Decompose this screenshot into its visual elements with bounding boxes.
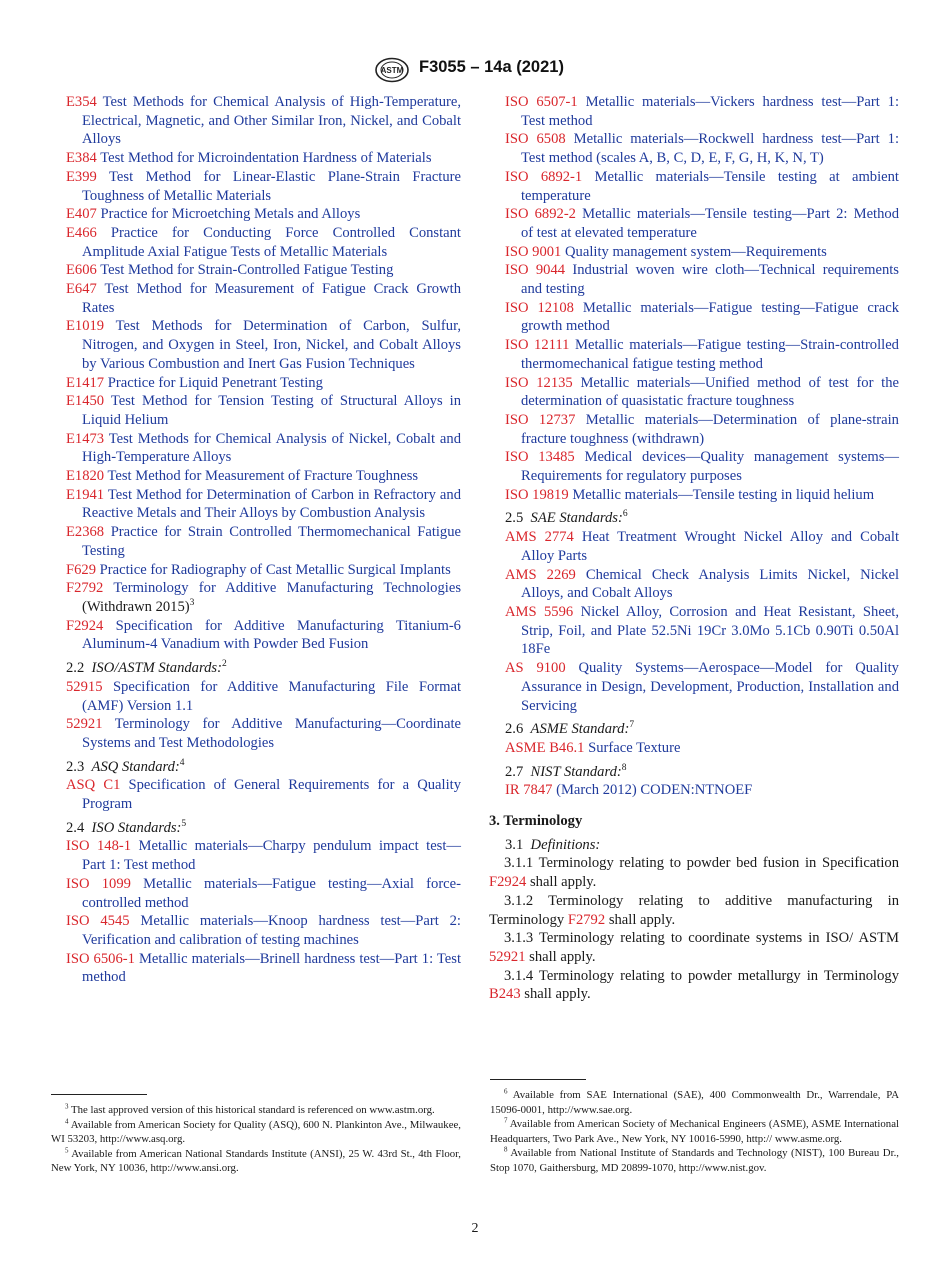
footnote-marker: 8: [621, 762, 627, 773]
footnote-text: Available from SAE International (SAE), 400 Commonwealth Dr., Warrendale, PA 15096-0001, http://www.sae.org.: [490, 1089, 899, 1116]
reference-code[interactable]: E384: [66, 150, 97, 167]
reference-item: [505, 566, 899, 603]
footnote: [51, 1147, 461, 1176]
reference-code[interactable]: E354: [66, 94, 97, 110]
footnote: [490, 1117, 899, 1146]
reference-code[interactable]: ISO 6892-2: [505, 206, 576, 223]
reference-item: [66, 317, 461, 373]
reference-code[interactable]: E399: [66, 168, 97, 185]
reference-code[interactable]: ISO 148-1: [66, 838, 132, 855]
reference-title[interactable]: Quality management system—Requirements: [565, 243, 827, 260]
reference-title[interactable]: Metallic materials—Vickers hardness test—Part 1: Test method: [521, 94, 899, 129]
footnote: [490, 1146, 899, 1175]
subsection-2-2: [66, 659, 461, 678]
asme-references-list: [505, 739, 899, 758]
reference-title[interactable]: Practice for Strain Controlled Thermomechanical Fatigue Testing: [82, 524, 461, 559]
astm-references-list: [66, 93, 461, 579]
reference-title[interactable]: Terminology for Additive Manufacturing Technologies: [113, 580, 461, 597]
reference-item: [505, 781, 899, 800]
reference-title[interactable]: Practice for Conducting Force Controlled Constant Amplitude Axial Fatigue Tests of Metallic Materials: [82, 224, 461, 260]
reference-title[interactable]: Metallic materials—Tensile testing—Part 2: Method of test at elevated temperature: [521, 206, 899, 241]
reference-f2792: [66, 579, 461, 616]
subsection-label: ISO/ASTM Standards:: [91, 660, 222, 677]
reference-title[interactable]: Specification for Additive Manufacturing Titanium-6 Aluminum-4 Vanadium with Powder Bed Fusion: [82, 617, 461, 653]
reference-title[interactable]: (March 2012) CODEN:NTNOEF: [556, 782, 753, 799]
nist-references-list: [505, 781, 899, 800]
reference-item: [66, 205, 461, 224]
footnote-marker: 2: [221, 659, 227, 670]
reference-item: [505, 448, 899, 485]
reference-item: [505, 205, 899, 242]
reference-title[interactable]: Metallic materials—Tensile testing in liquid helium: [572, 486, 875, 503]
footnote-number: 4: [65, 1117, 69, 1125]
reference-code[interactable]: F629: [66, 561, 97, 578]
reference-code[interactable]: ISO 6892-1: [505, 168, 583, 185]
reference-code[interactable]: ISO 12135: [505, 374, 573, 391]
subsection-number: 2.4: [66, 819, 85, 836]
paragraph-text: shall apply.: [608, 911, 676, 928]
footnote-number: 7: [504, 1116, 508, 1125]
reference-item: [66, 280, 461, 317]
reference-title[interactable]: Metallic materials—Knoop hardness test—Part 2: Verification and calibration of testing machines: [82, 913, 461, 948]
reference-code[interactable]: 52915: [66, 678, 103, 695]
reference-item: [66, 561, 461, 580]
reference-title[interactable]: Test Methods for Chemical Analysis of High-Temperature, Electrical, Magnetic, and Other Similar Iron, Nickel, and Cobalt Alloys: [82, 94, 461, 148]
reference-item: [66, 430, 461, 467]
footnote-marker: 4: [179, 757, 185, 768]
reference-item: [505, 299, 899, 336]
reference-code[interactable]: E466: [66, 224, 97, 241]
reference-link[interactable]: F2792: [567, 911, 606, 928]
subsection-label: NIST Standard:: [530, 763, 622, 780]
reference-title[interactable]: Test Method for Linear-Elastic Plane-Strain Fracture Toughness of Metallic Materials: [82, 168, 461, 204]
reference-item: [505, 374, 899, 411]
reference-item: [66, 875, 461, 912]
footnote: [490, 1088, 899, 1117]
sae-references-list: [505, 528, 899, 715]
reference-code[interactable]: ASQ C1: [66, 777, 121, 794]
reference-item: [66, 678, 461, 715]
reference-item: [505, 243, 899, 262]
document-id: F3055 – 14a (2021): [419, 58, 564, 76]
reference-code[interactable]: ISO 1099: [66, 875, 131, 892]
reference-title[interactable]: Test Method for Measurement of Fracture Toughness: [107, 468, 419, 485]
reference-code[interactable]: E1450: [66, 393, 105, 410]
paragraph-text: shall apply.: [529, 948, 596, 965]
reference-item: [66, 912, 461, 949]
iso-astm-references-list: [66, 678, 461, 753]
reference-code[interactable]: AMS 5596: [505, 603, 574, 620]
reference-code[interactable]: F2924: [66, 617, 104, 634]
subsection-2-3: [66, 758, 461, 777]
reference-item: [66, 467, 461, 486]
reference-code[interactable]: F2792: [66, 580, 104, 597]
reference-code[interactable]: AS 9100: [505, 660, 566, 677]
reference-title[interactable]: Test Methods for Chemical Analysis of Nickel, Cobalt and High-Temperature Alloys: [82, 430, 461, 466]
reference-item: [505, 261, 899, 298]
reference-code[interactable]: E2368: [66, 524, 105, 541]
reference-title[interactable]: Medical devices—Quality management systems—Requirements for regulatory purposes: [521, 449, 899, 485]
footnote: [51, 1118, 461, 1147]
footnote-number: 6: [504, 1087, 508, 1096]
reference-item: [66, 837, 461, 874]
iso-references-list-continued: [505, 93, 899, 504]
reference-title[interactable]: Metallic materials—Fatigue testing—Fatigue crack growth method: [521, 299, 899, 335]
footnotes-right: [490, 1088, 899, 1176]
paragraph-text: 3.1.1 Terminology relating to powder bed fusion in Specification: [504, 855, 899, 872]
reference-code[interactable]: ISO 12737: [505, 411, 576, 428]
footnote-text: Available from American National Standards Institute (ANSI), 25 W. 43rd St., 4th Floor, New York, NY 10036, http://www.ansi.org.: [51, 1147, 461, 1175]
reference-code[interactable]: ISO 6507-1: [505, 94, 578, 110]
reference-item: [505, 528, 899, 565]
iso-references-list: [66, 837, 461, 987]
subsection-number: 2.5: [505, 510, 524, 527]
reference-item: [66, 168, 461, 205]
reference-code[interactable]: E1820: [66, 468, 105, 485]
asq-references-list: [66, 776, 461, 813]
paragraph-text: 3.1.3 Terminology relating to coordinate systems in ISO/ ASTM: [504, 930, 899, 947]
footnote-number: 8: [504, 1145, 508, 1154]
reference-code[interactable]: ISO 9001: [505, 243, 562, 260]
reference-title[interactable]: Test Method for Measurement of Fatigue Crack Growth Rates: [82, 281, 461, 316]
subsection-2-6: [505, 720, 899, 739]
reference-item: [505, 168, 899, 205]
page-number: 2: [471, 1221, 479, 1236]
right-column: [489, 93, 900, 1004]
footnote-rule-left: [51, 1094, 147, 1095]
reference-title[interactable]: Practice for Liquid Penetrant Testing: [107, 374, 323, 391]
reference-code[interactable]: ISO 13485: [505, 449, 575, 466]
paragraph-3-1-4: [489, 967, 899, 1004]
reference-item: [66, 523, 461, 560]
footnote-marker: 3: [189, 598, 195, 609]
reference-title[interactable]: Metallic materials—Tensile testing at ambient temperature: [521, 168, 899, 204]
footnote-marker: 6: [622, 509, 628, 520]
subsection-label: Definitions:: [530, 836, 601, 853]
reference-code[interactable]: E1417: [66, 374, 105, 391]
reference-item: [66, 224, 461, 261]
reference-item: [505, 411, 899, 448]
reference-title[interactable]: Metallic materials—Fatigue testing—Strain-controlled thermomechanical fatigue testing method: [521, 337, 899, 372]
reference-code[interactable]: IR 7847: [505, 782, 553, 799]
subsection-number: 2.3: [66, 758, 85, 775]
reference-code[interactable]: ISO 12108: [505, 299, 574, 316]
reference-code[interactable]: ASME B46.1: [505, 739, 585, 756]
reference-item: [66, 261, 461, 280]
reference-link[interactable]: B243: [489, 986, 521, 1003]
reference-title[interactable]: Test Method for Tension Testing of Structural Alloys in Liquid Helium: [82, 393, 461, 428]
footnote-number: 5: [65, 1146, 69, 1155]
reference-title[interactable]: Specification of General Requirements for a Quality Program: [82, 777, 461, 813]
left-column: [66, 93, 461, 987]
subsection-2-4: [66, 819, 461, 838]
reference-code[interactable]: ISO 19819: [505, 486, 569, 503]
paragraph-3-1-1: [489, 854, 899, 891]
paragraph-3-1-2: [489, 892, 899, 929]
reference-title[interactable]: Metallic materials—Fatigue testing—Axial force-controlled method: [82, 875, 461, 911]
reference-item: [505, 659, 899, 715]
subsection-3-1: [505, 836, 899, 855]
reference-title[interactable]: Metallic materials—Charpy pendulum impact test—Part 1: Test method: [82, 838, 461, 874]
reference-link[interactable]: 52921: [489, 948, 526, 965]
subsection-number: 2.2: [66, 660, 85, 677]
reference-title[interactable]: Heat Treatment Wrought Nickel Alloy and Cobalt Alloy Parts: [521, 529, 900, 564]
reference-title[interactable]: Practice for Radiography of Cast Metallic Surgical Implants: [99, 561, 451, 578]
reference-code[interactable]: E606: [66, 262, 97, 279]
reference-title[interactable]: Test Methods for Determination of Carbon, Sulfur, Nitrogen, and Oxygen in Steel, Iron, Nickel, and Cobalt Alloys by Various Combustion and Inert Gas Fusion Techniques: [82, 318, 461, 372]
paragraph-text: shall apply.: [529, 874, 597, 891]
reference-item: [66, 715, 461, 752]
reference-item: [66, 486, 461, 523]
reference-code[interactable]: E407: [66, 206, 97, 223]
reference-title[interactable]: Metallic materials—Rockwell hardness test—Part 1: Test method (scales A, B, C, D, E, F, G, H, K, N, T): [521, 131, 899, 167]
reference-title[interactable]: Nickel Alloy, Corrosion and Heat Resistant, Sheet, Strip, Foil, and Plate 52.5Ni 19Cr 3.0Mo 5.1Cb 0.90Ti 0.50Al 18Fe: [521, 603, 900, 658]
paragraph-text: 3.1.2 Terminology relating to additive manufacturing in Terminology: [489, 892, 899, 928]
reference-title[interactable]: Chemical Check Analysis Limits Nickel, Nickel Alloys, and Cobalt Alloys: [521, 566, 900, 602]
reference-code[interactable]: ISO 9044: [505, 262, 566, 279]
subsection-number: 2.6: [505, 721, 524, 738]
reference-title[interactable]: Terminology for Additive Manufacturing—Coordinate Systems and Test Methodologies: [82, 716, 461, 751]
footnote-text: Available from American Society for Quality (ASQ), 600 N. Plankinton Ave., Milwaukee, WI 53203, http://www.asq.org.: [51, 1118, 461, 1146]
subsection-2-7: [505, 763, 899, 782]
astm-logo-icon: [374, 57, 410, 83]
section-heading-terminology: 3. Terminology: [489, 813, 583, 830]
reference-item: [66, 950, 461, 987]
footnote-marker: 5: [181, 818, 187, 829]
reference-title[interactable]: Specification for Additive Manufacturing File Format (AMF) Version 1.1: [82, 678, 461, 714]
reference-item: [505, 486, 899, 505]
reference-title[interactable]: Practice for Microetching Metals and Alloys: [100, 206, 361, 223]
reference-code[interactable]: E1941: [66, 486, 105, 503]
reference-code[interactable]: E1473: [66, 430, 105, 447]
reference-item: [66, 776, 461, 813]
footnote: [51, 1103, 461, 1118]
reference-item: [505, 93, 899, 130]
paragraph-text: 3.1.4 Terminology relating to powder metallurgy in Terminology: [504, 967, 899, 984]
footnote-number: 3: [65, 1102, 69, 1111]
reference-code[interactable]: ISO 6508: [505, 131, 566, 148]
reference-code[interactable]: AMS 2269: [505, 566, 576, 583]
footnote-marker: 7: [629, 720, 635, 731]
reference-title[interactable]: Quality Systems—Aerospace—Model for Quality Assurance in Design, Development, Production, Installation and Servicing: [521, 660, 899, 714]
subsection-2-5: [505, 509, 899, 528]
reference-item: [505, 130, 899, 167]
reference-link[interactable]: F2924: [489, 874, 527, 891]
subsection-label: ASQ Standard:: [91, 758, 180, 775]
footnote-text: The last approved version of this historical standard is referenced on www.astm.org.: [71, 1104, 435, 1116]
reference-code[interactable]: 52921: [66, 716, 103, 733]
subsection-number: 3.1: [505, 836, 524, 853]
reference-code[interactable]: E647: [66, 281, 97, 298]
reference-title[interactable]: Test Method for Strain-Controlled Fatigue Testing: [100, 262, 394, 279]
reference-code[interactable]: AMS 2774: [505, 529, 574, 546]
reference-title[interactable]: Metallic materials—Unified method of test for the determination of quasistatic fracture toughness: [521, 374, 899, 410]
reference-title[interactable]: Surface Texture: [588, 739, 681, 756]
reference-title[interactable]: Metallic materials—Determination of plane-strain fracture toughness (withdrawn): [521, 411, 899, 447]
footnotes-left: [51, 1103, 461, 1176]
reference-item: [66, 374, 461, 393]
footnote-rule-right: [490, 1079, 586, 1080]
reference-code[interactable]: ISO 4545: [66, 913, 130, 930]
subsection-label: SAE Standards:: [530, 510, 623, 527]
reference-f2924: [66, 617, 461, 654]
footnote-text: Available from National Institute of Standards and Technology (NIST), 100 Bureau Dr., Stop 1070, Gaithersburg, MD 20899-1070, http://www.nist.gov.: [490, 1147, 899, 1174]
page-header: [0, 57, 950, 83]
reference-item: [505, 603, 899, 659]
reference-code[interactable]: E1019: [66, 318, 105, 335]
reference-item: [505, 336, 899, 373]
reference-title[interactable]: Metallic materials—Brinell hardness test—Part 1: Test method: [82, 950, 462, 986]
reference-title[interactable]: Industrial woven wire cloth—Technical requirements and testing: [521, 262, 899, 298]
svg-text:ASTM: ASTM: [380, 66, 404, 75]
reference-status: (Withdrawn 2015): [82, 598, 190, 615]
paragraph-3-1-3: [489, 929, 899, 966]
footnote-text: Available from American Society of Mechanical Engineers (ASME), ASME International Headquarters, Two Park Ave., New York, NY 10016-5990, http:// www.asme.org.: [490, 1118, 899, 1145]
subsection-number: 2.7: [505, 763, 524, 780]
subsection-label: ASME Standard:: [530, 721, 630, 738]
reference-code[interactable]: ISO 12111: [505, 337, 570, 354]
subsection-label: ISO Standards:: [91, 819, 182, 836]
reference-item: [505, 739, 899, 758]
reference-code[interactable]: ISO 6506-1: [66, 950, 135, 967]
reference-title[interactable]: Test Method for Determination of Carbon in Refractory and Reactive Metals and Their Alloys by Combustion Analysis: [82, 486, 461, 522]
reference-item: [66, 149, 461, 168]
paragraph-text: shall apply.: [524, 986, 591, 1003]
reference-title[interactable]: Test Method for Microindentation Hardness of Materials: [100, 150, 432, 167]
reference-item: [66, 392, 461, 429]
reference-item: [66, 93, 461, 149]
